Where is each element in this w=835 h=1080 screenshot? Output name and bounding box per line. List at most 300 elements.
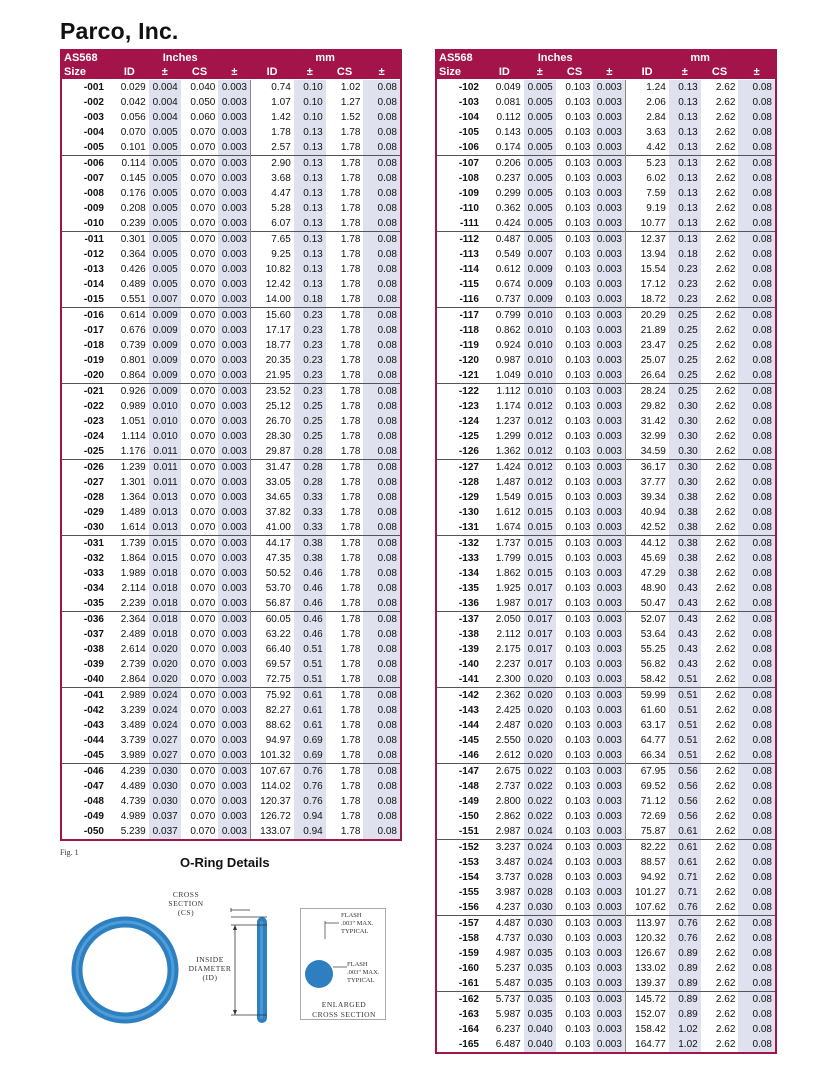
size-cell: -002 (83, 97, 104, 108)
value-cell: 0.103 (565, 401, 591, 412)
value-cell: 0.081 (495, 97, 521, 108)
value-cell: 0.005 (524, 140, 556, 156)
value-cell: 0.13 (669, 140, 701, 156)
value-cell: 0.035 (524, 992, 556, 1008)
value-cell: 1.78 (340, 477, 361, 488)
value-cell: 0.103 (565, 279, 591, 290)
enlarged-cross-section-box (300, 908, 386, 1020)
value-cell: 1.78 (340, 492, 361, 503)
table-row (62, 657, 400, 672)
value-cell: 0.005 (149, 277, 181, 292)
value-cell: 0.003 (593, 931, 625, 946)
value-cell: 2.800 (495, 796, 521, 807)
value-cell: 0.003 (593, 156, 625, 172)
value-cell: 0.51 (294, 642, 326, 657)
value-cell: 0.801 (120, 355, 146, 366)
value-cell: 0.070 (190, 431, 216, 442)
value-cell: 0.61 (669, 824, 701, 840)
value-cell: 0.56 (669, 809, 701, 824)
value-cell: 1.051 (120, 416, 146, 427)
value-cell: 3.987 (495, 887, 521, 898)
value-cell: 0.08 (738, 232, 775, 248)
value-cell: 2.62 (715, 82, 736, 93)
size-cell: -117 (437, 308, 485, 324)
value-cell: 0.009 (149, 308, 181, 324)
value-cell: 1.02 (340, 82, 361, 93)
value-cell: 0.08 (363, 140, 400, 156)
tol-header: ± (363, 65, 400, 80)
value-cell: 5.987 (495, 1009, 521, 1020)
value-cell: 33.05 (250, 475, 293, 490)
value-cell: 0.13 (294, 247, 326, 262)
value-cell: 1.78 (340, 553, 361, 564)
value-cell: 5.487 (495, 978, 521, 989)
value-cell: 2.425 (495, 705, 521, 716)
value-cell: 107.67 (250, 764, 293, 780)
size-cell: -120 (458, 355, 479, 366)
value-cell: 1.78 (250, 125, 293, 140)
value-cell: 0.007 (149, 292, 181, 308)
value-cell: 0.103 (565, 446, 591, 457)
value-cell: 0.005 (149, 201, 181, 216)
table-row (437, 323, 775, 338)
value-cell: 0.103 (556, 840, 594, 856)
value-cell: 2.62 (715, 902, 736, 913)
size-cell: -130 (458, 507, 479, 518)
cs-header: CS (556, 65, 594, 80)
value-cell: 5.737 (485, 992, 524, 1008)
value-cell: 0.145 (120, 173, 146, 184)
value-cell: 0.103 (556, 156, 594, 172)
value-cell: 9.19 (625, 201, 668, 216)
value-cell: 0.005 (524, 232, 556, 248)
table-row (62, 536, 400, 552)
value-cell: 0.08 (738, 657, 775, 672)
value-cell: 0.08 (738, 353, 775, 368)
value-cell: 0.003 (218, 551, 250, 566)
value-cell: 0.13 (294, 156, 326, 172)
value-cell: 7.65 (250, 232, 293, 248)
value-cell: 2.675 (485, 764, 524, 780)
value-cell: 0.003 (593, 368, 625, 384)
value-cell: 0.003 (593, 308, 625, 324)
value-cell: 0.005 (524, 80, 556, 96)
value-cell: 0.08 (738, 961, 775, 976)
value-cell: 0.51 (669, 703, 701, 718)
value-cell: 0.070 (181, 232, 219, 248)
value-cell: 0.08 (363, 748, 400, 764)
value-cell: 1.78 (340, 720, 361, 731)
value-cell: 1.864 (120, 553, 146, 564)
value-cell: 0.004 (149, 110, 181, 125)
value-cell: 0.070 (190, 522, 216, 533)
value-cell: 0.070 (181, 156, 219, 172)
value-cell: 1.78 (340, 431, 361, 442)
value-cell: 0.035 (524, 976, 556, 992)
value-cell: 114.02 (250, 779, 293, 794)
size-cell: -129 (458, 492, 479, 503)
o-ring-icon (70, 915, 180, 1025)
value-cell: 2.62 (715, 857, 736, 868)
value-cell: 0.08 (363, 201, 400, 216)
value-cell: 0.08 (738, 748, 775, 764)
value-cell: 1.299 (495, 431, 521, 442)
value-cell: 107.62 (625, 900, 668, 916)
value-cell: 0.009 (524, 262, 556, 277)
value-cell: 0.13 (669, 80, 701, 96)
table-row (62, 308, 400, 324)
value-cell: 88.62 (250, 718, 293, 733)
table-row (62, 627, 400, 642)
value-cell: 0.38 (669, 566, 701, 581)
value-cell: 0.25 (294, 429, 326, 444)
value-cell: 0.101 (120, 142, 146, 153)
value-cell: 0.003 (593, 171, 625, 186)
value-cell: 0.003 (593, 292, 625, 308)
table-row (62, 110, 400, 125)
size-cell: -119 (459, 340, 479, 351)
size-cell: -126 (458, 446, 479, 457)
value-cell: 0.103 (556, 460, 594, 476)
value-cell: 0.08 (363, 171, 400, 186)
size-cell: -135 (458, 583, 479, 594)
value-cell: 15.54 (625, 262, 668, 277)
value-cell: 0.017 (524, 596, 556, 612)
value-cell: 1.78 (340, 218, 361, 229)
value-cell: 0.56 (669, 779, 701, 794)
value-cell: 2.487 (495, 720, 521, 731)
cs-mm-header: CS (326, 65, 364, 80)
value-cell: 0.070 (190, 401, 216, 412)
value-cell: 0.022 (524, 779, 556, 794)
value-cell: 0.020 (524, 733, 556, 748)
size-cell: -113 (459, 249, 479, 260)
value-cell: 29.87 (250, 444, 293, 460)
value-cell: 0.25 (669, 338, 701, 353)
value-cell: 0.024 (149, 703, 181, 718)
value-cell: 0.003 (593, 961, 625, 976)
table-row (437, 232, 775, 248)
value-cell: 0.050 (190, 97, 216, 108)
value-cell: 0.103 (565, 218, 591, 229)
value-cell: 1.02 (669, 1037, 701, 1052)
value-cell: 0.024 (149, 718, 181, 733)
value-cell: 0.46 (294, 612, 326, 628)
value-cell: 1.674 (495, 522, 521, 533)
value-cell: 1.78 (326, 688, 364, 704)
value-cell: 0.003 (593, 581, 625, 596)
size-header: Size (437, 65, 485, 80)
value-cell: 0.009 (149, 323, 181, 338)
value-cell: 1.737 (485, 536, 524, 552)
table-row (62, 672, 400, 688)
value-cell: 2.62 (715, 112, 736, 123)
size-cell: -013 (83, 264, 104, 275)
size-cell: -036 (62, 612, 110, 628)
value-cell: 4.47 (250, 186, 293, 201)
value-cell: 0.38 (669, 536, 701, 552)
value-cell: 0.103 (565, 1024, 591, 1035)
value-cell: 0.015 (149, 536, 181, 552)
value-cell: 0.08 (363, 779, 400, 794)
value-cell: 2.62 (701, 612, 739, 628)
value-cell: 0.020 (149, 657, 181, 672)
value-cell: 0.070 (190, 142, 216, 153)
size-cell: -165 (458, 1039, 479, 1050)
value-cell: 0.08 (738, 323, 775, 338)
value-cell: 0.003 (593, 414, 625, 429)
value-cell: 0.13 (669, 171, 701, 186)
value-cell: 1.614 (120, 522, 146, 533)
value-cell: 0.012 (524, 475, 556, 490)
value-cell: 0.08 (738, 627, 775, 642)
value-cell: 0.103 (565, 173, 591, 184)
table-row (437, 900, 775, 916)
value-cell: 0.103 (565, 112, 591, 123)
value-cell: 0.08 (363, 551, 400, 566)
value-cell: 0.040 (524, 1037, 556, 1052)
value-cell: 1.78 (340, 355, 361, 366)
value-cell: 3.489 (120, 720, 146, 731)
table-row (62, 277, 400, 292)
value-cell: 0.003 (593, 566, 625, 581)
value-cell: 59.99 (625, 688, 668, 704)
table-row (437, 612, 775, 628)
table-row (62, 156, 400, 172)
value-cell: 0.003 (593, 946, 625, 961)
table-row (437, 277, 775, 292)
value-cell: 18.77 (250, 338, 293, 353)
value-cell: 0.103 (565, 416, 591, 427)
value-cell: 1.78 (340, 340, 361, 351)
value-cell: 2.62 (715, 492, 736, 503)
value-cell: 0.070 (190, 720, 216, 731)
value-cell: 0.024 (524, 855, 556, 870)
size-cell: -123 (458, 401, 479, 412)
value-cell: 0.23 (294, 323, 326, 338)
value-cell: 0.003 (218, 520, 250, 536)
table-row (437, 520, 775, 536)
value-cell: 0.33 (294, 505, 326, 520)
value-cell: 0.739 (120, 340, 146, 351)
size-cell: -147 (437, 764, 485, 780)
value-cell: 12.42 (250, 277, 293, 292)
value-cell: 2.62 (715, 705, 736, 716)
value-cell: 120.37 (250, 794, 293, 809)
value-cell: 0.020 (524, 718, 556, 733)
value-cell: 0.08 (738, 992, 775, 1008)
value-cell: 0.926 (110, 384, 149, 400)
value-cell: 0.13 (294, 216, 326, 232)
table-row (437, 733, 775, 748)
value-cell: 0.71 (669, 885, 701, 900)
value-cell: 0.13 (294, 201, 326, 216)
value-cell: 0.103 (565, 857, 591, 868)
value-cell: 0.005 (524, 216, 556, 232)
value-cell: 56.82 (625, 657, 668, 672)
size-cell: -015 (83, 294, 104, 305)
value-cell: 0.08 (738, 125, 775, 140)
value-cell: 0.003 (218, 308, 250, 324)
value-cell: 0.020 (149, 672, 181, 688)
size-cell: -105 (458, 127, 479, 138)
table-row (437, 444, 775, 460)
value-cell: 0.070 (181, 460, 219, 476)
table-row (62, 323, 400, 338)
value-cell: 0.005 (149, 247, 181, 262)
size-cell: -014 (83, 279, 104, 290)
value-cell: 4.737 (495, 933, 521, 944)
size-cell: -026 (62, 460, 110, 476)
value-cell: 0.08 (738, 900, 775, 916)
value-cell: 63.17 (625, 718, 668, 733)
value-cell: 0.28 (294, 475, 326, 490)
value-cell: 2.57 (250, 140, 293, 156)
value-cell: 0.003 (218, 368, 250, 384)
value-cell: 0.103 (556, 916, 594, 932)
size-cell: -134 (458, 568, 479, 579)
value-cell: 0.015 (524, 520, 556, 536)
value-cell: 0.020 (524, 672, 556, 688)
table-row (437, 931, 775, 946)
value-cell: 60.05 (250, 612, 293, 628)
value-cell: 0.003 (218, 216, 250, 232)
table-row (62, 596, 400, 612)
value-cell: 17.17 (250, 323, 293, 338)
size-cell: -106 (458, 142, 479, 153)
value-cell: 0.015 (524, 505, 556, 520)
table-row (437, 992, 775, 1008)
value-cell: 5.239 (120, 826, 146, 837)
value-cell: 25.12 (250, 399, 293, 414)
value-cell: 0.112 (496, 112, 521, 123)
value-cell: 0.51 (669, 688, 701, 704)
value-cell: 0.003 (218, 566, 250, 581)
value-cell: 0.003 (218, 353, 250, 368)
value-cell: 0.38 (669, 551, 701, 566)
size-cell: -127 (437, 460, 485, 476)
value-cell: 0.18 (294, 292, 326, 308)
value-cell: 0.08 (738, 976, 775, 992)
value-cell: 2.739 (120, 659, 146, 670)
value-cell: 1.78 (326, 612, 364, 628)
size-cell: -104 (458, 112, 479, 123)
figure-title: O-Ring Details (180, 855, 270, 870)
value-cell: 0.003 (218, 171, 250, 186)
table-row (437, 95, 775, 110)
value-cell: 0.30 (669, 460, 701, 476)
value-cell: 0.08 (738, 414, 775, 429)
value-cell: 0.028 (524, 870, 556, 885)
value-cell: 0.301 (110, 232, 149, 248)
value-cell: 0.08 (738, 247, 775, 262)
value-cell: 66.34 (625, 748, 668, 764)
id-header: ID (485, 65, 524, 80)
value-cell: 6.237 (495, 1024, 521, 1035)
value-cell: 0.23 (294, 384, 326, 400)
table-row (62, 353, 400, 368)
value-cell: 0.08 (738, 642, 775, 657)
size-cell: -139 (458, 644, 479, 655)
value-cell: 0.08 (738, 840, 775, 856)
value-cell: 0.08 (738, 596, 775, 612)
size-cell: -038 (83, 644, 104, 655)
value-cell: 1.78 (340, 370, 361, 381)
value-cell: 2.62 (715, 583, 736, 594)
value-cell: 1.02 (669, 1022, 701, 1037)
size-cell: -151 (458, 826, 479, 837)
value-cell: 4.989 (120, 811, 146, 822)
value-cell: 13.94 (625, 247, 668, 262)
value-cell: 0.070 (190, 659, 216, 670)
value-cell: 0.005 (149, 156, 181, 172)
value-cell: 0.76 (294, 779, 326, 794)
value-cell: 0.003 (218, 140, 250, 156)
value-cell: 56.87 (250, 596, 293, 612)
value-cell: 0.10 (294, 80, 326, 96)
value-cell: 32.99 (625, 429, 668, 444)
value-cell: 0.74 (250, 80, 293, 96)
size-cell: -012 (83, 249, 104, 260)
value-cell: 1.78 (340, 188, 361, 199)
table-row (62, 247, 400, 262)
value-cell: 0.103 (565, 948, 591, 959)
header-row-top (62, 51, 400, 65)
mm-header: mm (250, 51, 400, 65)
value-cell: 2.62 (715, 948, 736, 959)
value-cell: 0.89 (669, 1007, 701, 1022)
value-cell: 2.175 (495, 644, 521, 655)
value-cell: 14.00 (250, 292, 293, 308)
value-cell: 1.78 (340, 735, 361, 746)
size-cell: -039 (83, 659, 104, 670)
value-cell: 2.62 (701, 156, 739, 172)
value-cell: 0.015 (524, 566, 556, 581)
cs-header: CS (181, 65, 219, 80)
value-cell: 0.003 (218, 292, 250, 308)
value-cell: 17.12 (625, 277, 668, 292)
value-cell: 12.37 (625, 232, 668, 248)
value-cell: 1.78 (340, 264, 361, 275)
value-cell: 0.103 (565, 188, 591, 199)
value-cell: 34.59 (625, 444, 668, 460)
size-cell: -156 (458, 902, 479, 913)
value-cell: 0.103 (565, 963, 591, 974)
value-cell: 0.08 (363, 95, 400, 110)
value-cell: 1.925 (495, 583, 521, 594)
value-cell: 0.51 (669, 733, 701, 748)
value-cell: 1.487 (495, 477, 521, 488)
value-cell: 0.13 (294, 262, 326, 277)
value-cell: 1.862 (495, 568, 521, 579)
value-cell: 0.003 (593, 353, 625, 368)
value-cell: 0.017 (524, 627, 556, 642)
value-cell: 3.237 (485, 840, 524, 856)
value-cell: 0.003 (218, 201, 250, 216)
value-cell: 37.82 (250, 505, 293, 520)
value-cell: 0.005 (524, 201, 556, 216)
value-cell: 0.003 (593, 688, 625, 704)
value-cell: 0.042 (120, 97, 146, 108)
value-cell: 47.29 (625, 566, 668, 581)
table-row (62, 399, 400, 414)
value-cell: 4.987 (495, 948, 521, 959)
value-cell: 2.62 (715, 1039, 736, 1050)
value-cell: 0.614 (110, 308, 149, 324)
table-row (62, 581, 400, 596)
table-row (62, 414, 400, 429)
value-cell: 0.040 (190, 82, 216, 93)
